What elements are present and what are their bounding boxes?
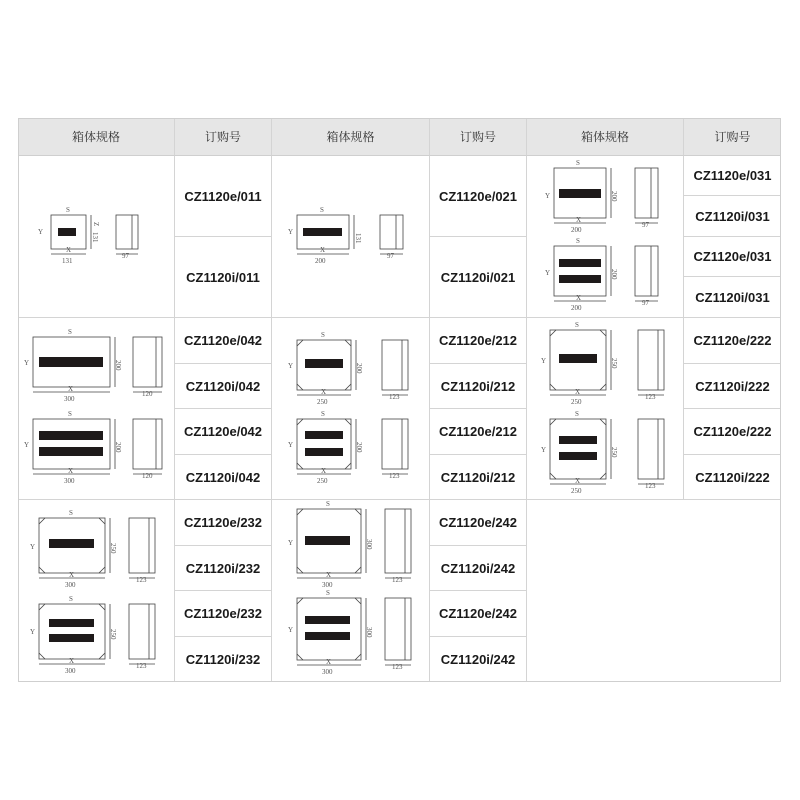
order-number: CZ1120e/031 [684,156,781,196]
dim-depth-label: 97 [387,252,394,260]
dim-depth-label: 123 [389,472,400,480]
dim-height-label: 300 [365,627,373,638]
dim-s-label: S [68,410,72,418]
dim-s-label: S [326,589,330,597]
dim-x-label: X [68,467,74,475]
dim-s-label: S [326,500,330,508]
dim-y-label: Y [24,359,30,367]
dim-x-label: X [576,294,582,302]
order-number: CZ1120e/212 [430,409,527,455]
order-number: CZ1120i/031 [684,196,781,237]
dim-s-label: S [575,321,579,329]
dim-width-label: 300 [322,581,333,589]
dim-depth-label: 123 [136,662,147,670]
box-drawing-232-single [30,509,155,589]
order-number: CZ1120e/042 [175,318,272,364]
dim-y-label: Y [541,357,547,365]
product-table [18,118,781,682]
box-drawing-031-double [545,237,658,312]
dim-depth-label: 123 [392,576,403,584]
dim-depth-label: 120 [142,390,153,398]
box-drawing-011 [38,206,138,265]
order-number: CZ1120e/222 [684,318,781,364]
dim-y-label: Y [24,441,30,449]
dim-height-label: 200 [355,363,363,374]
dim-depth-label: 123 [136,576,147,584]
dim-height-label: 200 [355,442,363,453]
dim-y-label: Y [30,628,36,636]
dim-s-label: S [321,410,325,418]
dim-width-label: 300 [64,477,75,485]
dim-depth-label: 97 [122,252,129,260]
dim-y-label: Y [288,539,294,547]
box-drawing-042-double [24,410,162,485]
box-drawing-232-double [30,595,155,675]
order-number: CZ1120i/042 [175,364,272,409]
dim-s-label: S [576,159,580,167]
dim-x-label: X [576,216,582,224]
header-spec-3: 箱体规格 [527,118,684,156]
dim-x-label: X [69,571,75,579]
dim-depth-label: 97 [642,299,649,307]
box-drawing-242-single [288,500,411,589]
dim-x-label: X [326,571,332,579]
dim-x-label: X [66,246,72,254]
dim-y-label: Y [541,446,547,454]
dim-s-label: S [69,509,73,517]
dim-height-label: 300 [365,539,373,550]
dim-height-label: 200 [114,360,122,371]
dim-height-label: 250 [610,447,618,458]
dim-s-label: S [66,206,70,214]
dim-y-label: Y [288,362,294,370]
order-number: CZ1120e/222 [684,409,781,455]
order-number: CZ1120e/212 [430,318,527,364]
order-number: CZ1120e/011 [175,156,272,237]
box-drawing-242-double [288,589,411,676]
box-drawing-222-single [541,321,664,406]
order-number: CZ1120i/222 [684,455,781,500]
dim-height-label: 131 [91,232,99,243]
order-number: CZ1120i/212 [430,364,527,409]
dim-width-label: 250 [571,487,582,495]
dim-s-label: S [320,206,324,214]
dim-x-label: X [68,385,74,393]
dim-width-label: 300 [65,667,76,675]
order-number: CZ1120i/011 [175,237,272,318]
dim-height-label: 200 [610,191,618,202]
dim-y-label: Y [288,441,294,449]
header-order-2: 订购号 [430,118,527,156]
dim-width-label: 200 [571,304,582,312]
dim-x-label: X [321,467,327,475]
order-number: CZ1120i/222 [684,364,781,409]
dim-x-label: X [575,388,581,396]
order-number: CZ1120e/031 [684,237,781,277]
dim-z-label: Z [92,222,100,227]
dim-depth-label: 123 [645,393,656,401]
order-number: CZ1120i/042 [175,455,272,500]
dim-width-label: 131 [62,257,73,265]
order-number: CZ1120i/232 [175,546,272,591]
header-order-3: 订购号 [684,118,781,156]
box-drawing-031-single [545,159,658,234]
order-number: CZ1120i/031 [684,277,781,318]
dim-height-label: 250 [109,629,117,640]
dim-s-label: S [68,328,72,336]
dim-x-label: X [326,658,332,666]
box-drawing-222-double [541,410,664,495]
dim-height-label: 250 [610,358,618,369]
dim-s-label: S [576,237,580,245]
order-number: CZ1120i/242 [430,546,527,591]
box-drawing-021 [288,206,403,265]
dim-s-label: S [321,331,325,339]
dim-width-label: 300 [64,395,75,403]
dim-depth-label: 120 [142,472,153,480]
header-spec-2: 箱体规格 [272,118,430,156]
dim-height-label: 200 [610,269,618,280]
dim-depth-label: 123 [389,393,400,401]
order-number: CZ1120e/232 [175,500,272,546]
dim-s-label: S [69,595,73,603]
dim-x-label: X [575,477,581,485]
dim-width-label: 300 [322,668,333,676]
dim-y-label: Y [30,543,36,551]
box-drawing-212-single [288,331,408,406]
dim-s-label: S [575,410,579,418]
dim-width-label: 250 [317,398,328,406]
dim-y-label: Y [38,228,44,236]
dim-y-label: Y [545,269,551,277]
dim-depth-label: 123 [392,663,403,671]
dim-x-label: X [321,388,327,396]
dim-y-label: Y [288,626,294,634]
order-number: CZ1120e/242 [430,500,527,546]
dim-y-label: Y [545,192,551,200]
dim-height-label: 250 [109,543,117,554]
dim-width-label: 250 [317,477,328,485]
order-number: CZ1120e/021 [430,156,527,237]
dim-width-label: 250 [571,398,582,406]
box-drawing-212-double [288,410,408,485]
order-number: CZ1120i/232 [175,637,272,682]
order-number: CZ1120e/242 [430,591,527,637]
dim-height-label: 131 [354,233,362,244]
dim-depth-label: 97 [642,221,649,229]
order-number: CZ1120i/212 [430,455,527,500]
dim-width-label: 200 [315,257,326,265]
dim-depth-label: 123 [645,482,656,490]
dim-x-label: X [320,246,326,254]
order-number: CZ1120i/021 [430,237,527,318]
dim-width-label: 200 [571,226,582,234]
header-spec-1: 箱体规格 [18,118,175,156]
header-order-1: 订购号 [175,118,272,156]
order-number: CZ1120e/042 [175,409,272,455]
dim-x-label: X [69,657,75,665]
box-drawing-042-single [24,328,162,403]
order-number: CZ1120i/242 [430,637,527,682]
dim-width-label: 300 [65,581,76,589]
dim-y-label: Y [288,228,294,236]
order-number: CZ1120e/232 [175,591,272,637]
dim-height-label: 200 [114,442,122,453]
